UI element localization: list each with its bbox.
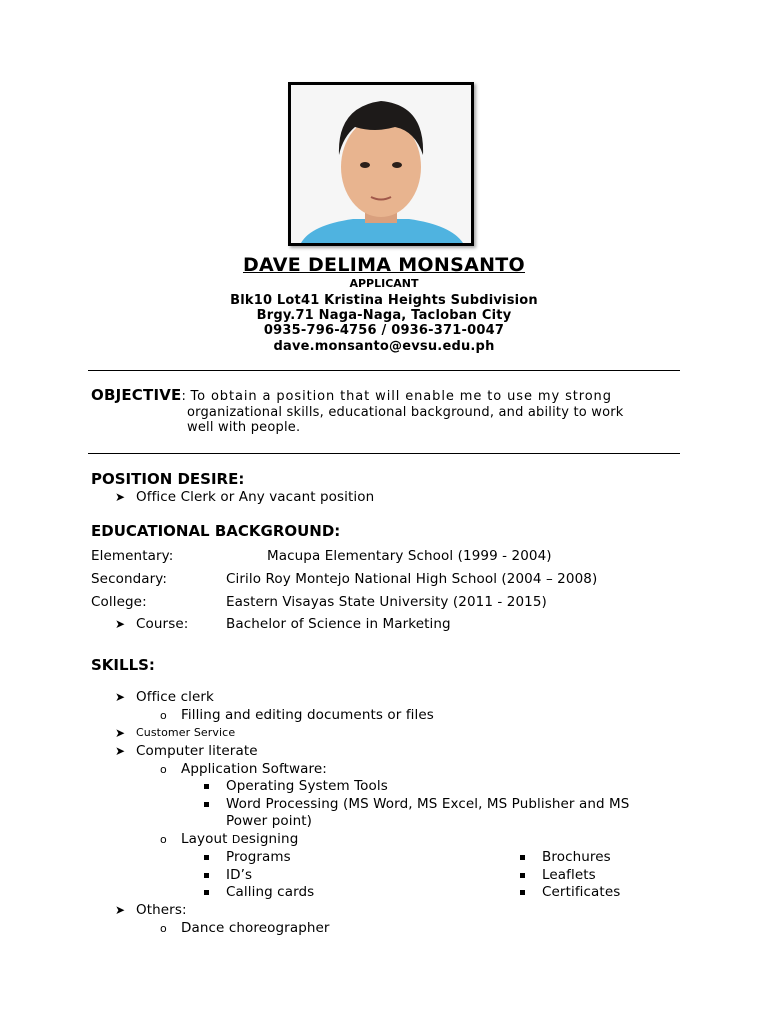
layout-suffix: esigning (240, 831, 299, 847)
phone-numbers: 0935-796-4756 / 0936-371-0047 (263, 323, 505, 338)
layout-item-right: Brochures (542, 849, 611, 865)
secondary-value: Cirilo Roy Montejo National High School (2004 – 2008) (226, 571, 598, 587)
square-bullet-icon (204, 784, 209, 789)
skill-others: Others: (136, 902, 187, 918)
skill-layout-designing (181, 831, 298, 847)
arrow-bullet-icon: ➤ (115, 617, 126, 631)
objective-paragraph (91, 388, 678, 436)
layout-item-right: Leaflets (542, 867, 596, 883)
position-item: Office Clerk or Any vacant position (136, 489, 375, 505)
skill-office-clerk: Office clerk (136, 689, 214, 705)
skills-heading: SKILLS: (91, 656, 155, 674)
square-bullet-icon (520, 890, 525, 895)
skill-dance: Dance choreographer (181, 920, 330, 936)
elementary-value: Macupa Elementary School (1999 - 2004) (267, 548, 552, 564)
college-label: College: (91, 594, 147, 610)
divider-bottom (88, 453, 680, 454)
address-line-1: Blk10 Lot41 Kristina Heights Subdivision (230, 293, 538, 308)
skill-customer-service: Customer Service (136, 726, 236, 739)
layout-item-left: Calling cards (226, 884, 315, 900)
square-bullet-icon (520, 855, 525, 860)
circle-bullet-icon: o (160, 709, 167, 722)
course-value: Bachelor of Science in Marketing (226, 616, 451, 632)
skill-computer-literate: Computer literate (136, 743, 258, 759)
square-bullet-icon (204, 802, 209, 807)
applicant-photo (288, 82, 474, 246)
course-label: Course: (136, 616, 189, 632)
arrow-bullet-icon: ➤ (115, 490, 126, 504)
college-value: Eastern Visayas State University (2011 - 2015) (226, 594, 547, 610)
skill-word-processing-1: Word Processing (MS Word, MS Excel, MS Publisher and MS (226, 796, 630, 812)
email-address: dave.monsanto@evsu.edu.ph (273, 339, 495, 354)
applicant-name: DAVE DELIMA MONSANTO (242, 254, 525, 276)
skill-filling: Filling and editing documents or files (181, 707, 434, 723)
square-bullet-icon (204, 890, 209, 895)
circle-bullet-icon: o (160, 763, 167, 776)
arrow-bullet-icon: ➤ (115, 726, 126, 740)
education-heading: EDUCATIONAL BACKGROUND: (91, 522, 341, 540)
skill-word-processing-2: Power point) (226, 813, 313, 829)
square-bullet-icon (204, 873, 209, 878)
arrow-bullet-icon: ➤ (115, 744, 126, 758)
layout-d-letter: D (231, 833, 241, 846)
layout-item-left: ID’s (226, 867, 253, 883)
layout-item-left: Programs (226, 849, 291, 865)
arrow-bullet-icon: ➤ (115, 690, 126, 704)
circle-bullet-icon: o (160, 922, 167, 935)
objective-colon: : (181, 389, 187, 404)
elementary-label: Elementary: (91, 548, 174, 564)
address-line-2: Brgy.71 Naga-Naga, Tacloban City (256, 308, 512, 323)
skill-os-tools: Operating System Tools (226, 778, 388, 794)
layout-word: Layout (181, 831, 232, 847)
applicant-portrait (291, 85, 471, 243)
objective-label: OBJECTIVE (91, 386, 182, 404)
position-heading: POSITION DESIRE: (91, 470, 245, 488)
divider-top (88, 370, 680, 371)
secondary-label: Secondary: (91, 571, 168, 587)
objective-line-2: organizational skills, educational background, and ability to work (187, 404, 624, 420)
objective-line-1: To obtain a position that will enable me to use my strong (190, 389, 612, 404)
square-bullet-icon (204, 855, 209, 860)
skill-application-software: Application Software: (181, 761, 327, 777)
layout-item-right: Certificates (542, 884, 621, 900)
circle-bullet-icon: o (160, 833, 167, 846)
arrow-bullet-icon: ➤ (115, 903, 126, 917)
square-bullet-icon (520, 873, 525, 878)
applicant-role: APPLICANT (349, 277, 419, 290)
objective-line-3: well with people. (187, 420, 301, 435)
